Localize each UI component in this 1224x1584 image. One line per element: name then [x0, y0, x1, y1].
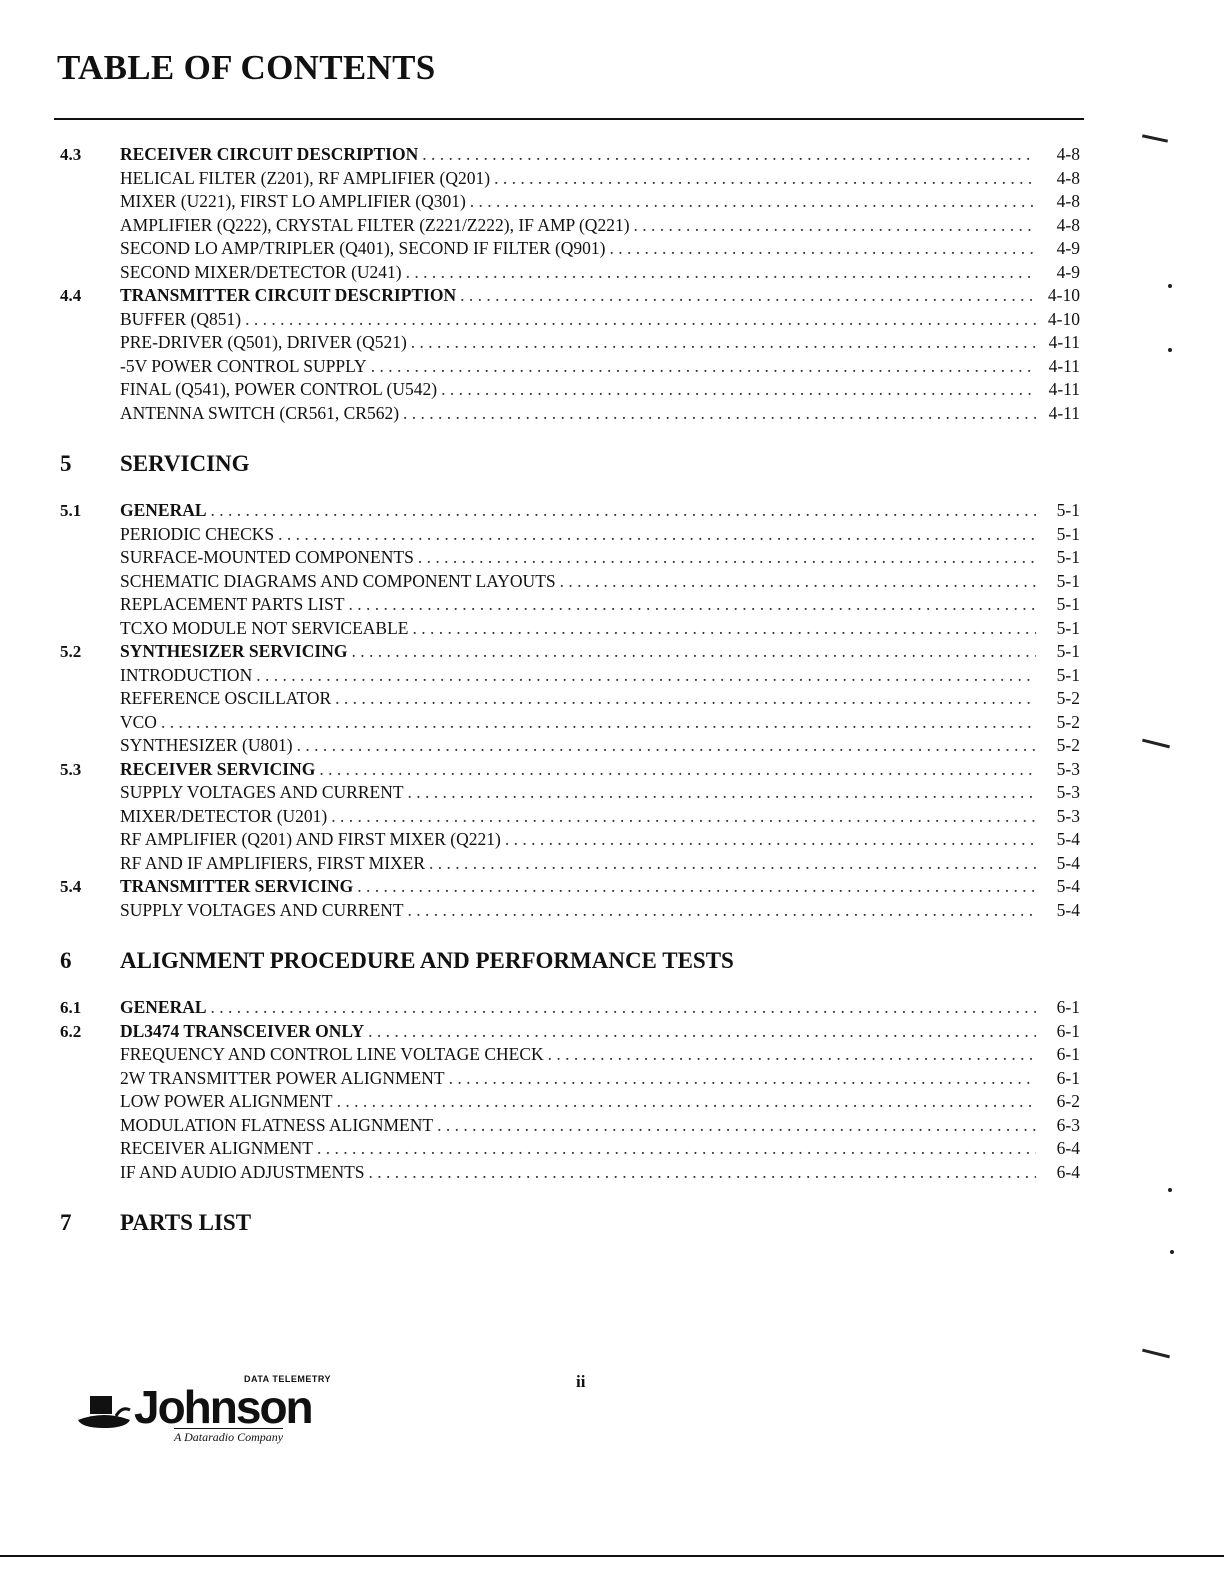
toc-page-number: 5-1	[1056, 617, 1080, 638]
toc-entry	[60, 1161, 1080, 1185]
toc-entry-label: DL3474 TRANSCEIVER ONLY	[120, 1020, 365, 1041]
toc-section-number: 5.1	[60, 501, 82, 520]
toc-entry	[60, 996, 1080, 1020]
toc-page-number: 4-11	[1048, 355, 1080, 376]
chapter-number: 5	[60, 451, 72, 476]
toc-section-number: 6.2	[60, 1021, 82, 1041]
toc-entry	[60, 758, 1080, 782]
toc-entry-label: TCXO MODULE NOT SERVICEABLE	[120, 617, 409, 638]
toc-entry-label: PRE-DRIVER (Q501), DRIVER (Q521)	[120, 332, 407, 352]
chapter-number: 7	[60, 1210, 72, 1235]
toc-section-number: 4.4	[60, 286, 82, 305]
toc-entry	[60, 214, 1080, 238]
toc-entry	[60, 378, 1080, 402]
dot-leader	[317, 1137, 1036, 1161]
chapter-title: SERVICING	[120, 451, 250, 476]
dot-leader	[337, 1090, 1036, 1114]
toc-entry-label: RECEIVER CIRCUIT DESCRIPTION	[120, 144, 419, 164]
toc-entry-label: SUPPLY VOLTAGES AND CURRENT	[120, 899, 404, 920]
toc-entry-label: IF AND AUDIO ADJUSTMENTS	[120, 1161, 365, 1182]
toc-entry	[60, 1020, 1080, 1044]
toc-entry	[60, 734, 1080, 758]
dot-leader	[406, 261, 1036, 285]
toc-entry-label: AMPLIFIER (Q222), CRYSTAL FILTER (Z221/Z222), IF AMP (Q221)	[120, 214, 630, 235]
section-4-list	[60, 143, 1080, 425]
dot-leader	[297, 734, 1036, 758]
logo-superscript: DATA TELEMETRY	[244, 1374, 331, 1384]
toc-entry	[60, 143, 1080, 167]
toc-entry	[60, 1090, 1080, 1114]
toc-entry	[60, 523, 1080, 547]
toc-entry	[60, 402, 1080, 426]
toc-page-number: 4-8	[1056, 167, 1080, 188]
toc-entry	[60, 167, 1080, 191]
dot-leader	[449, 1067, 1036, 1091]
dot-leader	[441, 378, 1036, 402]
toc-page-number: 5-4	[1056, 876, 1080, 896]
toc-page-number: 5-2	[1056, 688, 1080, 708]
chapter-5-heading	[60, 447, 1080, 481]
toc-entry	[60, 331, 1080, 355]
chapter-7-heading	[60, 1206, 1080, 1240]
toc-page-number: 5-1	[1056, 664, 1080, 685]
toc-entry	[60, 1043, 1080, 1067]
dot-leader	[369, 1161, 1036, 1185]
toc-page-number: 6-3	[1056, 1114, 1080, 1135]
toc-entry-label: MIXER/DETECTOR (U201)	[120, 805, 328, 826]
logo-tagline: A Dataradio Company	[174, 1430, 284, 1444]
toc-page-number: 4-10	[1047, 285, 1080, 305]
toc-page-number: 6-4	[1056, 1138, 1080, 1158]
toc-entry-label: REFERENCE OSCILLATOR	[120, 688, 332, 708]
toc-entry-label: 2W TRANSMITTER POWER ALIGNMENT	[120, 1067, 445, 1088]
dot-leader	[560, 570, 1036, 594]
toc-entry	[60, 875, 1080, 899]
margin-mark	[1168, 284, 1172, 288]
toc-entry	[60, 664, 1080, 688]
toc-section-number: 4.3	[60, 145, 82, 164]
toc-entry-label: MODULATION FLATNESS ALIGNMENT	[120, 1114, 434, 1135]
margin-mark	[1170, 1250, 1174, 1254]
dot-leader	[408, 899, 1036, 923]
dot-leader	[278, 523, 1036, 547]
toc-entry	[60, 355, 1080, 379]
toc-page-number: 5-1	[1056, 570, 1080, 591]
toc-entry-label: FREQUENCY AND CONTROL LINE VOLTAGE CHECK	[120, 1044, 544, 1064]
toc-entry-label: LOW POWER ALIGNMENT	[120, 1091, 333, 1111]
dot-leader	[319, 758, 1036, 782]
dot-leader	[368, 1020, 1036, 1044]
dot-leader	[422, 143, 1036, 167]
toc-entry	[60, 499, 1080, 523]
toc-entry-label: RECEIVER ALIGNMENT	[120, 1138, 313, 1158]
dot-leader	[351, 640, 1036, 664]
toc-entry-label: SECOND MIXER/DETECTOR (U241)	[120, 261, 402, 282]
dot-leader	[411, 331, 1036, 355]
toc-entry-label: TRANSMITTER SERVICING	[120, 876, 354, 896]
toc-page-number: 4-9	[1056, 238, 1080, 258]
toc-entry	[60, 1137, 1080, 1161]
toc-entry	[60, 308, 1080, 332]
title-divider	[54, 118, 1084, 120]
toc-page-number: 5-1	[1056, 523, 1080, 544]
toc-entry	[60, 711, 1080, 735]
toc-page-number: 5-4	[1056, 852, 1080, 873]
toc-entry-label: RF AND IF AMPLIFIERS, FIRST MIXER	[120, 852, 426, 873]
toc-page-number: 5-4	[1056, 899, 1080, 920]
toc-entry-label: VCO	[120, 711, 157, 732]
dot-leader	[403, 402, 1036, 426]
toc-entry-label: RF AMPLIFIER (Q201) AND FIRST MIXER (Q221)	[120, 829, 501, 849]
chapter-6-heading	[60, 944, 1080, 978]
margin-mark	[1142, 1349, 1170, 1359]
toc-page-number: 4-8	[1056, 144, 1080, 164]
toc-page-number: 5-3	[1056, 782, 1080, 802]
toc-entry-label: MIXER (U221), FIRST LO AMPLIFIER (Q301)	[120, 191, 466, 211]
dot-leader	[418, 546, 1036, 570]
chapter-number: 6	[60, 948, 72, 973]
toc-page-number: 5-1	[1056, 641, 1080, 661]
toc-page-number: 6-1	[1056, 1044, 1080, 1064]
logo-wordmark: Johnson	[134, 1381, 312, 1433]
toc-entry-label: GENERAL	[120, 997, 207, 1017]
toc-entry	[60, 1067, 1080, 1091]
toc-entry-label: GENERAL	[120, 500, 207, 520]
margin-mark	[1168, 1188, 1172, 1192]
dot-leader	[470, 190, 1036, 214]
toc-entry	[60, 190, 1080, 214]
toc-entry	[60, 640, 1080, 664]
toc-entry	[60, 617, 1080, 641]
toc-section-number: 6.1	[60, 998, 82, 1017]
toc-entry-label: -5V POWER CONTROL SUPPLY	[120, 355, 367, 376]
toc-page-number: 5-3	[1056, 758, 1080, 779]
toc-page-number: 6-2	[1056, 1091, 1080, 1111]
toc-page-number: 4-9	[1056, 261, 1080, 282]
toc-page-number: 6-1	[1056, 1067, 1080, 1088]
dot-leader	[494, 167, 1036, 191]
page-number: ii	[576, 1372, 586, 1391]
dot-leader	[634, 214, 1036, 238]
toc-entry	[60, 593, 1080, 617]
toc-page-number: 5-1	[1056, 547, 1080, 567]
dot-leader	[256, 664, 1036, 688]
dot-leader	[429, 852, 1036, 876]
toc-entry-label: REPLACEMENT PARTS LIST	[120, 594, 345, 614]
toc-entry-label: SYNTHESIZER SERVICING	[120, 641, 348, 661]
toc-page-number: 4-10	[1047, 308, 1080, 329]
toc-page-number: 6-4	[1056, 1161, 1080, 1182]
toc-entry-label: HELICAL FILTER (Z201), RF AMPLIFIER (Q201)	[120, 167, 491, 188]
chapter-title: PARTS LIST	[120, 1210, 252, 1235]
toc-page-number: 4-11	[1048, 402, 1080, 423]
toc-entry	[60, 261, 1080, 285]
margin-mark	[1142, 134, 1168, 142]
dot-leader	[335, 687, 1036, 711]
toc-page-number: 5-3	[1056, 805, 1080, 826]
toc-page-number: 5-1	[1056, 500, 1080, 520]
dot-leader	[331, 805, 1036, 829]
toc-page-number: 5-2	[1056, 711, 1080, 732]
toc-entry-label: SYNTHESIZER (U801)	[120, 735, 293, 755]
toc-entry	[60, 781, 1080, 805]
toc-entry-label: RECEIVER SERVICING	[120, 758, 316, 779]
toc-entry	[60, 899, 1080, 923]
dot-leader	[211, 996, 1036, 1020]
toc-entry-label: PERIODIC CHECKS	[120, 523, 275, 544]
toc-page-number: 6-1	[1056, 997, 1080, 1017]
dot-leader	[437, 1114, 1036, 1138]
dot-leader	[610, 237, 1037, 261]
toc-entry	[60, 284, 1080, 308]
page-title: TABLE OF CONTENTS	[57, 48, 436, 87]
toc-section-number: 5.2	[60, 642, 82, 661]
hat-logo-icon	[76, 1390, 132, 1434]
toc-page-number: 4-11	[1048, 332, 1080, 352]
dot-leader	[349, 593, 1036, 617]
toc-entry	[60, 570, 1080, 594]
dot-leader	[460, 284, 1036, 308]
toc-entry	[60, 852, 1080, 876]
toc-page-number: 6-1	[1056, 1020, 1080, 1041]
toc-entry-label: SECOND LO AMP/TRIPLER (Q401), SECOND IF FILTER (Q901)	[120, 238, 606, 258]
dot-leader	[245, 308, 1036, 332]
toc-section-number: 5.4	[60, 877, 82, 896]
chapter-5-list	[60, 499, 1080, 922]
toc-entry-label: SCHEMATIC DIAGRAMS AND COMPONENT LAYOUTS	[120, 570, 556, 591]
toc-page-number: 5-4	[1056, 829, 1080, 849]
johnson-logo	[76, 1372, 346, 1452]
toc-entry	[60, 237, 1080, 261]
dot-leader	[408, 781, 1036, 805]
toc-entry	[60, 828, 1080, 852]
toc-entry-label: BUFFER (Q851)	[120, 308, 242, 329]
toc-section-number: 5.3	[60, 759, 82, 779]
toc-page-number: 5-2	[1056, 735, 1080, 755]
toc-entry	[60, 805, 1080, 829]
toc-entry-label: SUPPLY VOLTAGES AND CURRENT	[120, 782, 404, 802]
dot-leader	[371, 355, 1036, 379]
toc-entry-label: ANTENNA SWITCH (CR561, CR562)	[120, 402, 400, 423]
bottom-divider	[0, 1555, 1224, 1557]
margin-mark	[1142, 739, 1170, 749]
toc-page-number: 4-8	[1056, 214, 1080, 235]
chapter-title: ALIGNMENT PROCEDURE AND PERFORMANCE TESTS	[120, 948, 734, 973]
dot-leader	[161, 711, 1036, 735]
toc-entry-label: INTRODUCTION	[120, 664, 253, 685]
dot-leader	[211, 499, 1036, 523]
toc-page-number: 4-11	[1048, 379, 1080, 399]
margin-mark	[1168, 348, 1172, 352]
dot-leader	[357, 875, 1036, 899]
dot-leader	[505, 828, 1036, 852]
toc-page-number: 5-1	[1056, 594, 1080, 614]
toc-entry	[60, 1114, 1080, 1138]
toc-entry-label: TRANSMITTER CIRCUIT DESCRIPTION	[120, 285, 457, 305]
dot-leader	[412, 617, 1036, 641]
toc-entry-label: SURFACE-MOUNTED COMPONENTS	[120, 547, 414, 567]
table-of-contents	[60, 143, 1080, 1240]
toc-page-number: 4-8	[1056, 191, 1080, 211]
chapter-6-list	[60, 996, 1080, 1184]
toc-entry	[60, 687, 1080, 711]
dot-leader	[548, 1043, 1036, 1067]
toc-entry-label: FINAL (Q541), POWER CONTROL (U542)	[120, 379, 438, 399]
toc-entry	[60, 546, 1080, 570]
